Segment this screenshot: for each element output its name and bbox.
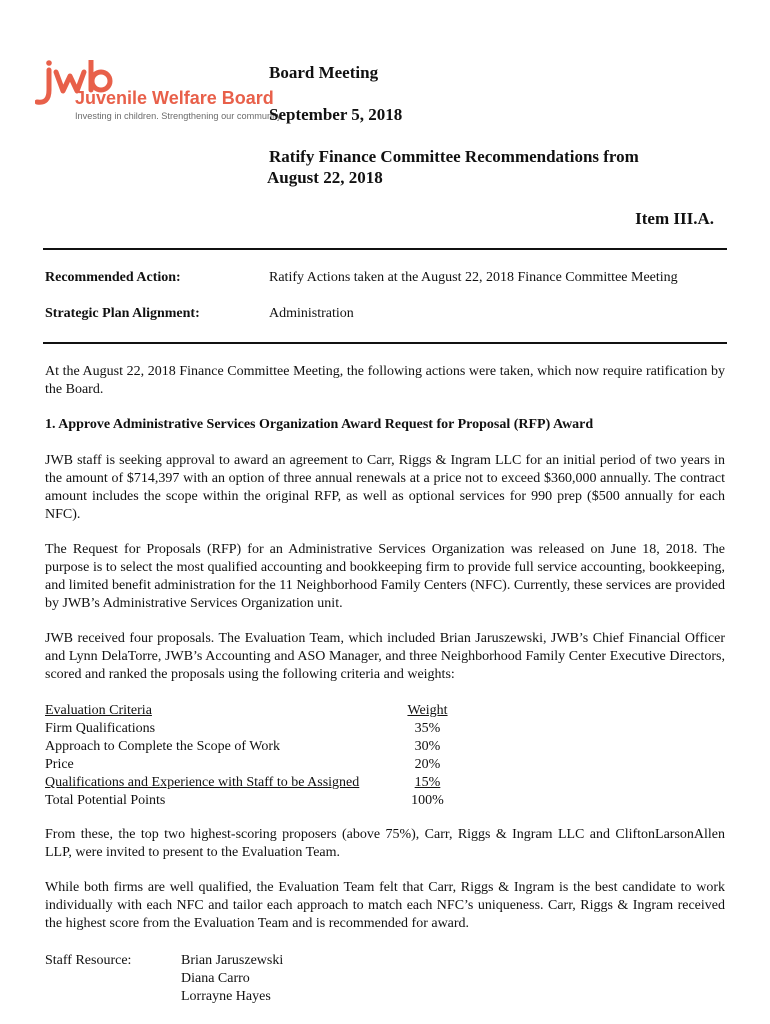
- criteria-row: [45, 720, 465, 738]
- criteria-name: Price: [45, 757, 74, 772]
- item-number: Item III.A.: [635, 209, 714, 228]
- strategic-plan-value: Administration: [269, 306, 354, 321]
- strategic-plan-label: Strategic Plan Alignment:: [45, 306, 200, 321]
- staff-name: Lorrayne Hayes: [181, 989, 271, 1004]
- award-paragraph: JWB staff is seeking approval to award an agreement to Carr, Riggs & Ingram LLC for an initial period of two years in the amount of $714,397 with an option of three annual renewals at a price not to exceed $360,000 annually. The contract amount includes the scope within the original RFP, as well as optional services for 990 prep ($500 annually for each NFC).: [45, 453, 725, 522]
- staff-resource-label: Staff Resource:: [45, 953, 132, 968]
- subject-line-2: August 22, 2018: [267, 168, 383, 187]
- criteria-header-row: [45, 702, 465, 720]
- criteria-row: [45, 738, 465, 756]
- criteria-name: Qualifications and Experience with Staff to be Assigned: [45, 775, 360, 790]
- logo-org-name: Juvenile Welfare Board: [75, 88, 274, 108]
- criteria-total-name: Total Potential Points: [45, 793, 166, 808]
- recommended-action-value: Ratify Actions taken at the August 22, 2018 Finance Committee Meeting: [269, 270, 678, 285]
- meeting-date: September 5, 2018: [269, 105, 403, 124]
- criteria-weight: 20%: [414, 757, 441, 772]
- staff-name: Brian Jaruszewski: [181, 953, 284, 968]
- criteria-name: Firm Qualifications: [45, 721, 156, 736]
- evaluation-criteria-table: [45, 702, 465, 810]
- rfp-paragraph: The Request for Proposals (RFP) for an Administrative Services Organization was released on June 18, 2018. The purpose is to select the most qualified accounting and bookkeeping firm to provide full service accounting, bookkeeping, and limited benefit administration for the 11 Neighborhood Family Centers (NFC). Currently, these services are provided by JWB’s Administrative Services Organization unit.: [45, 542, 725, 611]
- criteria-weight: 35%: [414, 721, 441, 736]
- logo-tagline: Investing in children. Strengthening our community.: [75, 111, 284, 121]
- criteria-row: [45, 756, 465, 774]
- criteria-header-name: Evaluation Criteria: [45, 703, 152, 718]
- divider-bottom: [43, 342, 727, 344]
- meeting-title: Board Meeting: [269, 63, 379, 82]
- shortlist-paragraph: From these, the top two highest-scoring proposers (above 75%), Carr, Riggs & Ingram LLC and CliftonLarsonAllen LLP, were invited to present to the Evaluation Team.: [45, 827, 725, 860]
- divider-top: [43, 248, 727, 250]
- staff-resource-names: [181, 952, 283, 1006]
- recommended-action-label: Recommended Action:: [45, 270, 181, 285]
- subject-line-1: Ratify Finance Committee Recommendations from: [269, 147, 639, 166]
- criteria-weight: 15%: [414, 775, 441, 790]
- intro-paragraph: At the August 22, 2018 Finance Committee Meeting, the following actions were taken, which now require ratification by the Board.: [45, 364, 725, 397]
- criteria-header-weight: Weight: [407, 703, 448, 718]
- section-1-heading: 1. Approve Administrative Services Organization Award Request for Proposal (RFP) Award: [45, 417, 594, 432]
- staff-name: Diana Carro: [181, 971, 250, 986]
- criteria-weight: 30%: [414, 739, 441, 754]
- recommendation-paragraph: While both firms are well qualified, the Evaluation Team felt that Carr, Riggs & Ingram is the best candidate to work individually with each NFC and tailor each approach to match each NFC’s uniqueness. Carr, Riggs & Ingram received the highest score from the Evaluation Team and is recommended for award.: [45, 880, 725, 931]
- criteria-total-row: [45, 792, 465, 810]
- criteria-name: Approach to Complete the Scope of Work: [45, 739, 281, 754]
- proposals-paragraph: JWB received four proposals. The Evaluation Team, which included Brian Jaruszewski, JWB’s Chief Financial Officer and Lynn DelaTorre, JWB’s Accounting and ASO Manager, and three Neighborhood Family Center Executive Directors, scored and ranked the proposals using the following criteria and weights:: [45, 631, 725, 682]
- criteria-total-weight: 100%: [411, 793, 444, 808]
- criteria-row: [45, 774, 465, 792]
- jwb-logo: [35, 60, 284, 130]
